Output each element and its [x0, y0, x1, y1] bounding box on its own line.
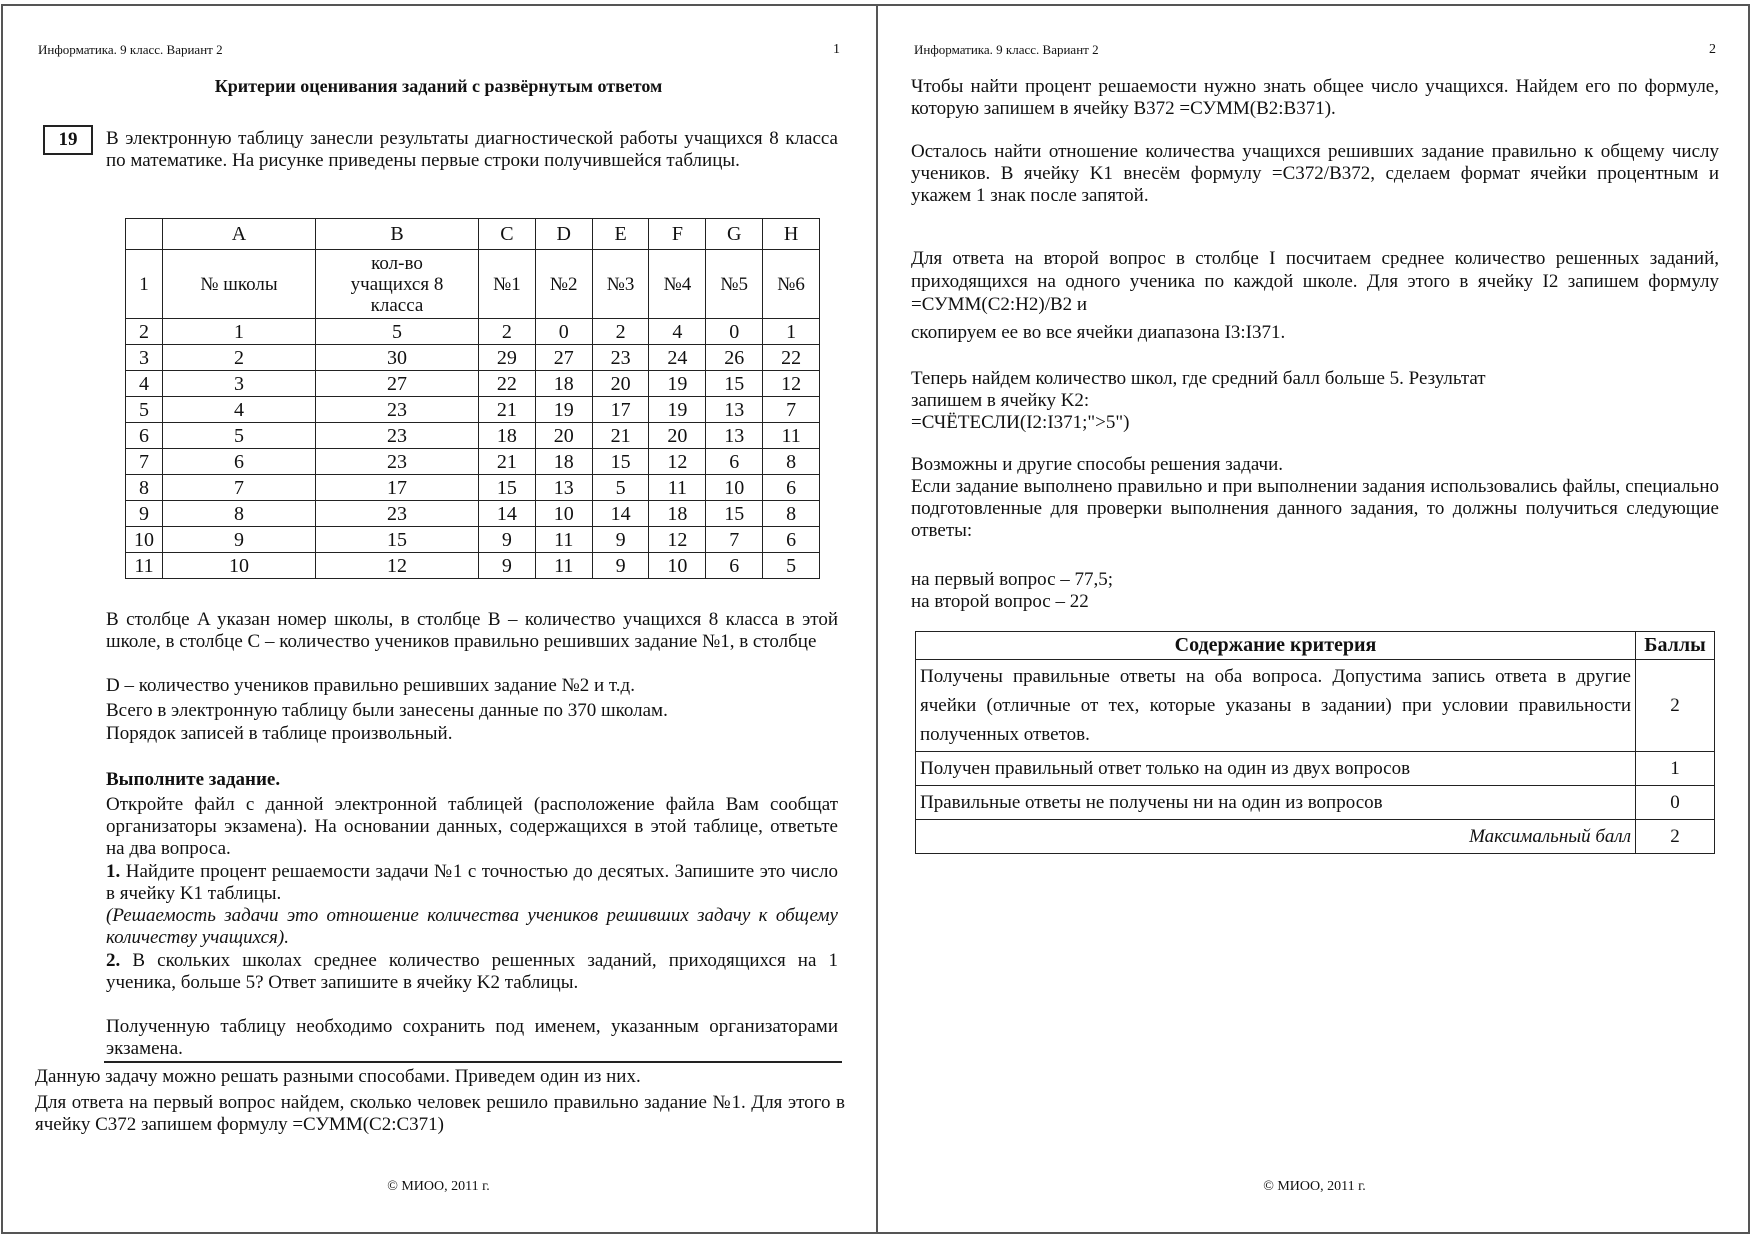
cell: 11: [535, 527, 592, 553]
header-row: [126, 250, 820, 319]
cell: 23: [592, 345, 649, 371]
header-cell: №3: [592, 250, 649, 319]
header-cell: №5: [706, 250, 763, 319]
cell: 0: [706, 319, 763, 345]
cell: 23: [316, 423, 479, 449]
countif-formula: =СЧЁТЕСЛИ(I2:I371;">5"): [911, 412, 1130, 433]
column-letter: F: [649, 219, 706, 250]
cell: 5: [592, 475, 649, 501]
solution-intro: Данную задачу можно решать разными способами. Приведем один из них.: [35, 1066, 641, 1087]
section-separator: [104, 1061, 842, 1063]
cell: 24: [649, 345, 706, 371]
criteria-description: Правильные ответы не получены ни на один из вопросов: [916, 786, 1636, 820]
table-row: [126, 475, 820, 501]
cell: 17: [316, 475, 479, 501]
criteria-points: 0: [1636, 786, 1715, 820]
cell: 18: [649, 501, 706, 527]
criteria-content-header: Содержание критерия: [916, 632, 1636, 660]
cell: 30: [316, 345, 479, 371]
cell: 26: [706, 345, 763, 371]
cell: 15: [479, 475, 536, 501]
cell: 20: [649, 423, 706, 449]
question-2-number: 2.: [106, 950, 121, 971]
cell: 5: [316, 319, 479, 345]
cell: 9: [592, 553, 649, 579]
header-cell: №6: [763, 250, 820, 319]
task-text: Откройте файл с данной электронной таблицей (расположение файла Вам сообщат организаторы экзамена). На основании данных, содержащихся в этой таблице, ответьте на два вопроса.: [106, 794, 838, 859]
cell: 18: [479, 423, 536, 449]
cell: 2: [479, 319, 536, 345]
page-title: Критерии оценивания заданий с развёрнутым ответом: [214, 76, 663, 96]
cell: 18: [535, 371, 592, 397]
cell: 12: [316, 553, 479, 579]
cell: 29: [479, 345, 536, 371]
max-score-value: 2: [1636, 820, 1715, 854]
cell: 14: [479, 501, 536, 527]
school-count-note: Всего в электронную таблицу были занесены данные по 370 школам.: [106, 700, 668, 721]
solution-step-4-text: Для ответа на второй вопрос в столбце I посчитаем среднее количество решенных заданий, приходящихся на одного ученика по каждой школе. Для этого в ячейку I2 запишем формулу =СУММ(C2:H2)/B2 и: [911, 248, 1719, 315]
cell: 21: [592, 423, 649, 449]
alternative-note: Возможны и другие способы решения задачи.: [911, 454, 1284, 475]
table-row: [126, 345, 820, 371]
cell: 12: [649, 449, 706, 475]
cell: 8: [763, 449, 820, 475]
solution-step-5: Теперь найдем количество школ, где средний балл больше 5. Результат: [911, 368, 1486, 389]
row-number: 10: [126, 527, 163, 553]
solution-step-3: Осталось найти отношение количества учащихся решивших задание правильно к общему числу учеников. В ячейку K1 внесём формулу =C372/B372, сделаем формат ячейки процентным и укажем 1 знак после запятой.: [911, 141, 1719, 206]
spreadsheet-table: [125, 218, 820, 579]
cell: 17: [592, 397, 649, 423]
table-description: В столбце A указан номер школы, в столбце B – количество учащихся 8 класса в этой школе, в столбце C – количество учеников правильно решивших задание №1, в столбце: [106, 609, 838, 652]
cell: 4: [163, 397, 316, 423]
task-intro: В электронную таблицу занесли результаты диагностической работы учащихся 8 класса по математике. На рисунке приведены первые строки получившейся таблицы.: [106, 128, 838, 171]
cell: 14: [592, 501, 649, 527]
row-number: 9: [126, 501, 163, 527]
cell: 5: [763, 553, 820, 579]
header-cell: №4: [649, 250, 706, 319]
cell: 15: [592, 449, 649, 475]
cell: 10: [163, 553, 316, 579]
cell: 12: [763, 371, 820, 397]
cell: 8: [763, 501, 820, 527]
row-number: 3: [126, 345, 163, 371]
solution-step-2: Чтобы найти процент решаемости нужно знать общее число учащихся. Найдем его по формуле, которую запишем в ячейку B372 =СУММ(B2:B371).: [911, 76, 1719, 119]
cell: 21: [479, 397, 536, 423]
table-row: [126, 397, 820, 423]
cell: 12: [649, 527, 706, 553]
criteria-table: [915, 631, 1715, 854]
page-1: [0, 4, 877, 1234]
cell: 23: [316, 449, 479, 475]
row-number: 1: [126, 250, 163, 319]
cell: 20: [592, 371, 649, 397]
header-cell: кол-во учащихся 8 класса: [316, 250, 479, 319]
table-row: [126, 501, 820, 527]
answer-2: на второй вопрос – 22: [911, 591, 1089, 612]
cell: 7: [706, 527, 763, 553]
question-2-text: В скольких школах среднее количество решенных заданий, приходящихся на 1 ученика, больше 5? Ответ запишите в ячейку K2 таблицы.: [106, 950, 839, 993]
header-cell: № школы: [163, 250, 316, 319]
column-letter: H: [763, 219, 820, 250]
table-row: [126, 423, 820, 449]
cell: 6: [163, 449, 316, 475]
column-letters-row: [126, 219, 820, 250]
page-2: [878, 4, 1751, 1234]
cell: 1: [163, 319, 316, 345]
solution-step-1: Для ответа на первый вопрос найдем, сколько человек решило правильно задание №1. Для этого в ячейку C372 запишем формулу =СУММ(C2:C371): [35, 1092, 845, 1135]
cell: 9: [479, 527, 536, 553]
criteria-points: 2: [1636, 660, 1715, 752]
cell: 15: [706, 501, 763, 527]
cell: 18: [535, 449, 592, 475]
criteria-row: [916, 786, 1715, 820]
column-letter: G: [706, 219, 763, 250]
cell: 6: [763, 527, 820, 553]
cell: 21: [479, 449, 536, 475]
criteria-header-row: [916, 632, 1715, 660]
criteria-points-header: Баллы: [1636, 632, 1715, 660]
cell: 2: [592, 319, 649, 345]
cell: 1: [763, 319, 820, 345]
max-score-label: Максимальный балл: [916, 820, 1636, 854]
question-1-text: Найдите процент решаемости задачи №1 с точностью до десятых. Запишите это число в ячейку K1 таблицы.: [106, 861, 839, 904]
cell: 13: [706, 423, 763, 449]
solution-step-5-cont: запишем в ячейку K2:: [911, 390, 1090, 411]
table-row: [126, 319, 820, 345]
row-number: 8: [126, 475, 163, 501]
cell: 5: [163, 423, 316, 449]
expected-answers-intro: Если задание выполнено правильно и при выполнении задания использовались файлы, специально подготовленные для проверки выполнения данного задания, то должны получиться следующие ответы:: [911, 476, 1719, 541]
cell: 2: [163, 345, 316, 371]
criteria-row: [916, 752, 1715, 786]
answer-1: на первый вопрос – 77,5;: [911, 569, 1114, 590]
cell: 19: [649, 371, 706, 397]
question-2: [106, 950, 838, 994]
save-note: Полученную таблицу необходимо сохранить под именем, указанным организаторами экзамена.: [106, 1016, 838, 1059]
criteria-row: [916, 660, 1715, 752]
cell: 20: [535, 423, 592, 449]
row-number: 5: [126, 397, 163, 423]
cell: 15: [706, 371, 763, 397]
row-number: 6: [126, 423, 163, 449]
cell: 13: [535, 475, 592, 501]
task-number-badge: 19: [43, 125, 93, 155]
cell: 11: [649, 475, 706, 501]
row-number: 7: [126, 449, 163, 475]
cell: 7: [163, 475, 316, 501]
cell: 8: [163, 501, 316, 527]
cell: 27: [316, 371, 479, 397]
header-cell: №1: [479, 250, 536, 319]
running-header: Информатика. 9 класс. Вариант 2: [914, 42, 1099, 57]
criteria-description: Получен правильный ответ только на один из двух вопросов: [916, 752, 1636, 786]
cell: 4: [649, 319, 706, 345]
cell: 11: [763, 423, 820, 449]
cell: 23: [316, 501, 479, 527]
column-letter: E: [592, 219, 649, 250]
cell: 15: [316, 527, 479, 553]
cell: 10: [649, 553, 706, 579]
table-row: [126, 527, 820, 553]
cell: 13: [706, 397, 763, 423]
cell: 19: [535, 397, 592, 423]
criteria-points: 1: [1636, 752, 1715, 786]
question-1-number: 1.: [106, 861, 121, 882]
cell: 9: [479, 553, 536, 579]
copyright-footer: © МИОО, 2011 г.: [387, 1179, 490, 1194]
cell: 10: [535, 501, 592, 527]
page-number: 2: [1709, 42, 1716, 57]
cell: 11: [535, 553, 592, 579]
cell: 7: [763, 397, 820, 423]
cell: 22: [479, 371, 536, 397]
cell: 9: [163, 527, 316, 553]
column-letter: A: [163, 219, 316, 250]
cell: 19: [649, 397, 706, 423]
cell: 9: [592, 527, 649, 553]
row-number: 4: [126, 371, 163, 397]
criteria-description: Получены правильные ответы на оба вопроса. Допустима запись ответа в другие ячейки (отличные от тех, которые указаны в задании) при условии правильности полученных ответов.: [916, 660, 1636, 752]
task-heading: Выполните задание.: [106, 769, 281, 790]
column-letter: C: [479, 219, 536, 250]
order-note: Порядок записей в таблице произвольный.: [106, 723, 453, 744]
table-description-cont: D – количество учеников правильно решивших задание №2 и т.д.: [106, 675, 635, 696]
cell: 23: [316, 397, 479, 423]
cell: 3: [163, 371, 316, 397]
solution-step-4: [911, 247, 1719, 316]
cell: 22: [763, 345, 820, 371]
copyright-footer: © МИОО, 2011 г.: [1263, 1179, 1366, 1194]
corner-cell: [126, 219, 163, 250]
row-number: 11: [126, 553, 163, 579]
cell: 10: [706, 475, 763, 501]
page-number: 1: [833, 42, 840, 57]
solution-step-4-cont: скопируем ее во все ячейки диапазона I3:I371.: [911, 322, 1286, 343]
question-1-note: (Решаемость задачи это отношение количества учеников решивших задачу к общему количеству учащихся).: [106, 905, 838, 948]
cell: 0: [535, 319, 592, 345]
table-row: [126, 371, 820, 397]
criteria-max-row: [916, 820, 1715, 854]
row-number: 2: [126, 319, 163, 345]
header-cell: №2: [535, 250, 592, 319]
column-letter: D: [535, 219, 592, 250]
question-1: [106, 861, 838, 905]
running-header: Информатика. 9 класс. Вариант 2: [38, 42, 223, 57]
cell: 27: [535, 345, 592, 371]
table-row: [126, 449, 820, 475]
cell: 6: [763, 475, 820, 501]
cell: 6: [706, 553, 763, 579]
table-row: [126, 553, 820, 579]
cell: 6: [706, 449, 763, 475]
column-letter: B: [316, 219, 479, 250]
